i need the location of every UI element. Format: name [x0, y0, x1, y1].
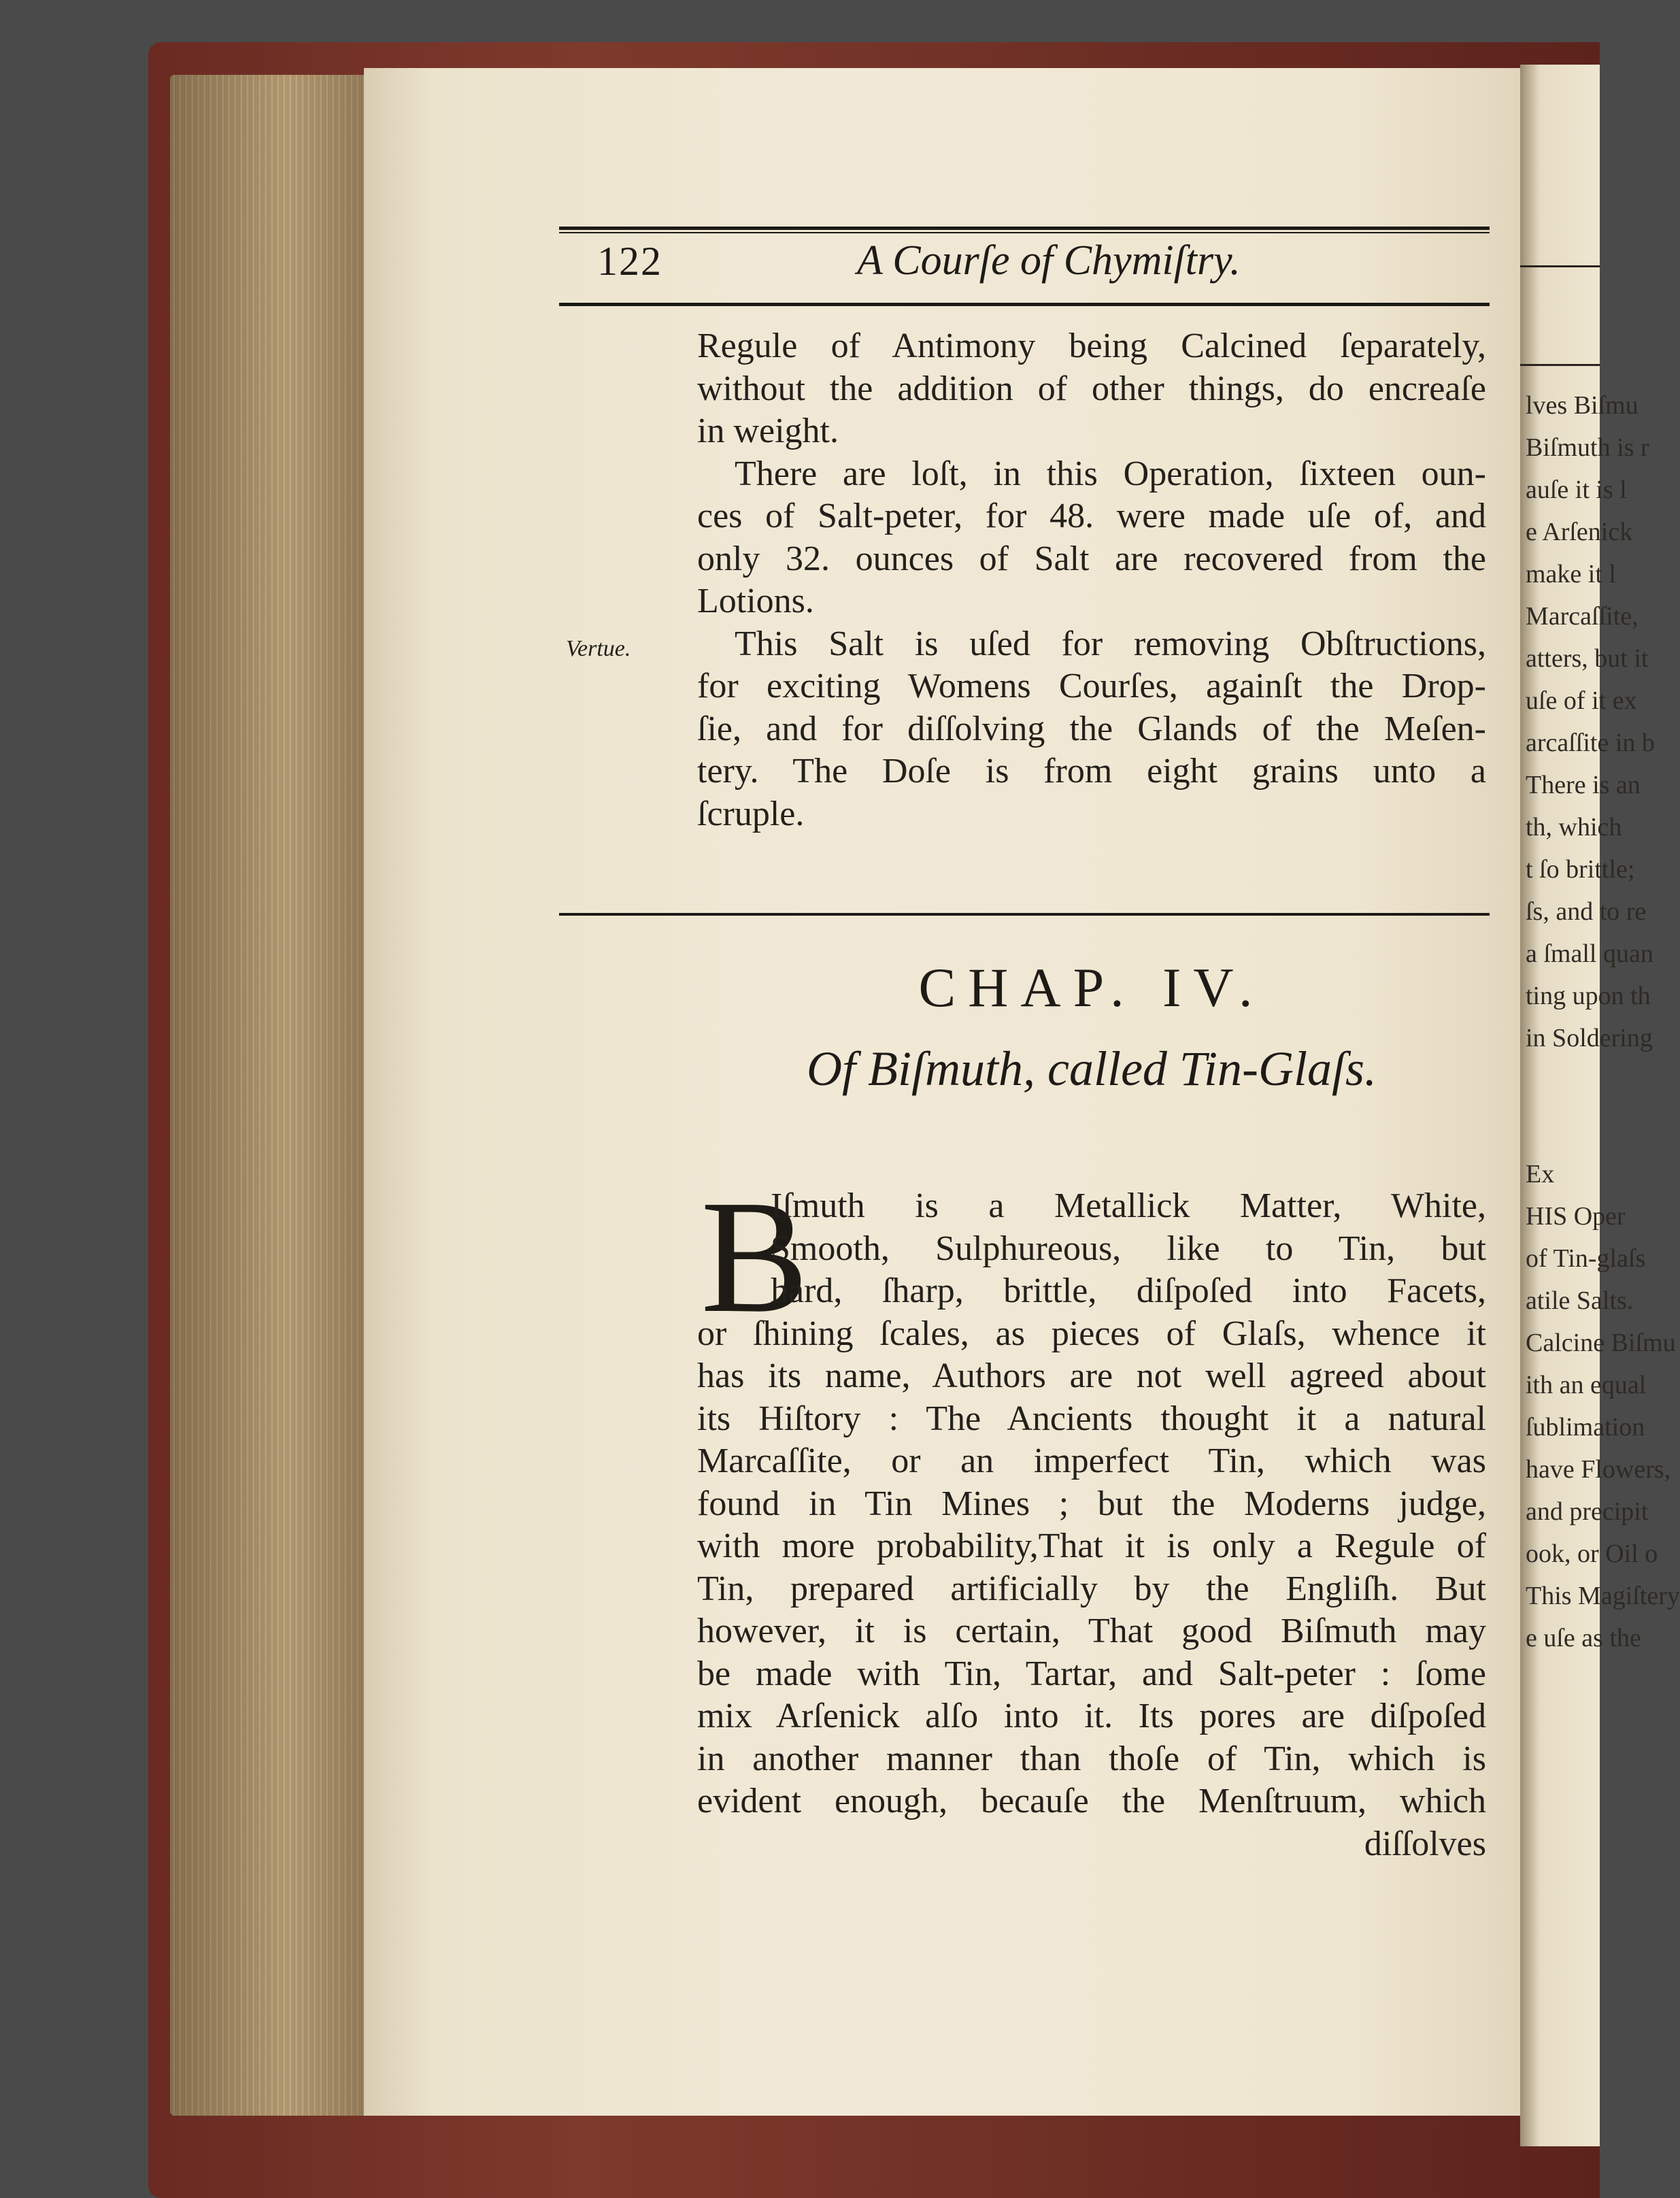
- facing-text-upper: [1526, 384, 1655, 1059]
- chapter-title: CHAP. IV.: [918, 956, 1265, 1018]
- facing-text-line: HIS Oper: [1526, 1202, 1626, 1231]
- header-rule-top: [559, 227, 1490, 230]
- header-rule-bottom: [559, 303, 1490, 306]
- facing-text-line: of Tin-glaſs: [1526, 1244, 1646, 1273]
- text-line: in another manner than thoſe of Tin, which is: [697, 1739, 1486, 1778]
- text-line: with more probability,That it is only a Regule of: [697, 1527, 1486, 1565]
- text-line: be made with Tin, Tartar, and Salt-peter : ſome: [697, 1654, 1486, 1693]
- text-line: Smooth, Sulphureous, like to Tin, but: [771, 1229, 1486, 1268]
- text-line: There are loſt, in this Operation, ſixteen oun-: [735, 454, 1486, 493]
- text-line: for exciting Womens Courſes, againſt the Drop-: [697, 667, 1486, 705]
- facing-text-line: atile Salts.: [1526, 1286, 1634, 1315]
- facing-text-line: ting upon th: [1526, 982, 1651, 1010]
- facing-text-line: make it l: [1526, 560, 1616, 588]
- text-line: evident enough, becauſe the Menſtruum, which: [697, 1782, 1486, 1820]
- text-line: tery. The Doſe is from eight grains unto a: [697, 752, 1486, 790]
- text-line: its Hiſtory : The Ancients thought it a natural: [697, 1399, 1486, 1438]
- facing-text-line: and precipit: [1526, 1497, 1649, 1526]
- facing-text-line: auſe it is l: [1526, 476, 1627, 504]
- facing-text-line: There is an: [1526, 771, 1641, 799]
- facing-text-line: Calcine Biſmu: [1526, 1329, 1676, 1357]
- paragraph-main: [697, 1167, 1486, 1865]
- running-head: A Courſe of Chymiſtry.: [857, 237, 1241, 284]
- text-line: in weight.: [697, 412, 839, 450]
- text-line: Regule of Antimony being Calcined ſeparately,: [697, 327, 1486, 365]
- text-line: hard, ſharp, brittle, diſpoſed into Facets,: [771, 1271, 1486, 1310]
- facing-text-line: ſs, and to re: [1526, 897, 1647, 926]
- facing-text-line: Marcaſſite,: [1526, 602, 1639, 631]
- text-line: ces of Salt-peter, for 48. were made uſe of, and: [697, 497, 1486, 535]
- facing-text-line: uſe of it ex: [1526, 686, 1637, 715]
- text-line: only 32. ounces of Salt are recovered from the: [697, 539, 1486, 578]
- text-line: however, it is certain, That good Biſmuth may: [697, 1612, 1486, 1650]
- facing-page: [1520, 65, 1680, 2146]
- page-number: 122: [597, 239, 662, 284]
- text-line: ſcruple.: [697, 794, 805, 833]
- facing-text-line: e Arſenick: [1526, 518, 1633, 546]
- facing-text-line: ith an equal: [1526, 1371, 1647, 1399]
- text-line: without the addition of other things, do encreaſe: [697, 369, 1486, 408]
- page-edges-shade: [170, 75, 367, 2116]
- facing-text-line: atters, but it: [1526, 644, 1649, 673]
- paragraph-top: [697, 325, 1486, 835]
- header-rule-top-thin: [559, 232, 1490, 233]
- facing-text-line: arcaſſite in b: [1526, 729, 1655, 757]
- catchword: diſſolves: [1364, 1824, 1486, 1863]
- text-line: Lotions.: [697, 582, 814, 620]
- text-line: Iſmuth is a Metallick Matter, White,: [771, 1186, 1486, 1225]
- facing-text-line: th, which: [1526, 813, 1622, 842]
- facing-text-line: lves Biſmu: [1526, 391, 1639, 420]
- text-line: mix Arſenick alſo into it. Its pores are diſpoſed: [697, 1697, 1486, 1735]
- facing-header-rule-2: [1520, 364, 1600, 366]
- facing-text-line: have Flowers,: [1526, 1455, 1671, 1484]
- text-line: Tin, prepared artificially by the Engliſh. But: [697, 1569, 1486, 1608]
- text-line: ſie, and for diſſolving the Glands of the Meſen-: [697, 709, 1486, 748]
- margin-note: Vertue.: [566, 636, 631, 661]
- facing-text-line: ſublimation: [1526, 1413, 1645, 1442]
- text-line: Marcaſſite, or an imperfect Tin, which was: [697, 1442, 1486, 1480]
- chapter-subtitle: Of Biſmuth, called Tin-Glaſs.: [807, 1042, 1377, 1096]
- text-line: has its name, Authors are not well agreed about: [697, 1356, 1486, 1395]
- facing-text-line: Biſmuth is r: [1526, 433, 1649, 462]
- text-line: or ſhining ſcales, as pieces of Glaſs, whence it: [697, 1314, 1486, 1353]
- facing-text-line: e uſe as the: [1526, 1624, 1641, 1652]
- facing-text-line: ook, or Oil o: [1526, 1539, 1658, 1568]
- chapter-rule: [559, 913, 1490, 916]
- facing-text-line: a ſmall quan: [1526, 939, 1653, 968]
- drop-cap: B: [701, 1167, 809, 1346]
- facing-header-rule: [1520, 265, 1600, 267]
- facing-text-lower: [1526, 1153, 1680, 1659]
- text-line: This Salt is uſed for removing Obſtructions,: [735, 624, 1486, 663]
- facing-text-line: t ſo brittle;: [1526, 855, 1635, 884]
- facing-text-line: in Soldering: [1526, 1024, 1653, 1052]
- text-line: found in Tin Mines ; but the Moderns judge,: [697, 1484, 1486, 1523]
- facing-text-line: Ex: [1526, 1160, 1555, 1188]
- facing-text-line: This Magiſtery: [1526, 1582, 1680, 1610]
